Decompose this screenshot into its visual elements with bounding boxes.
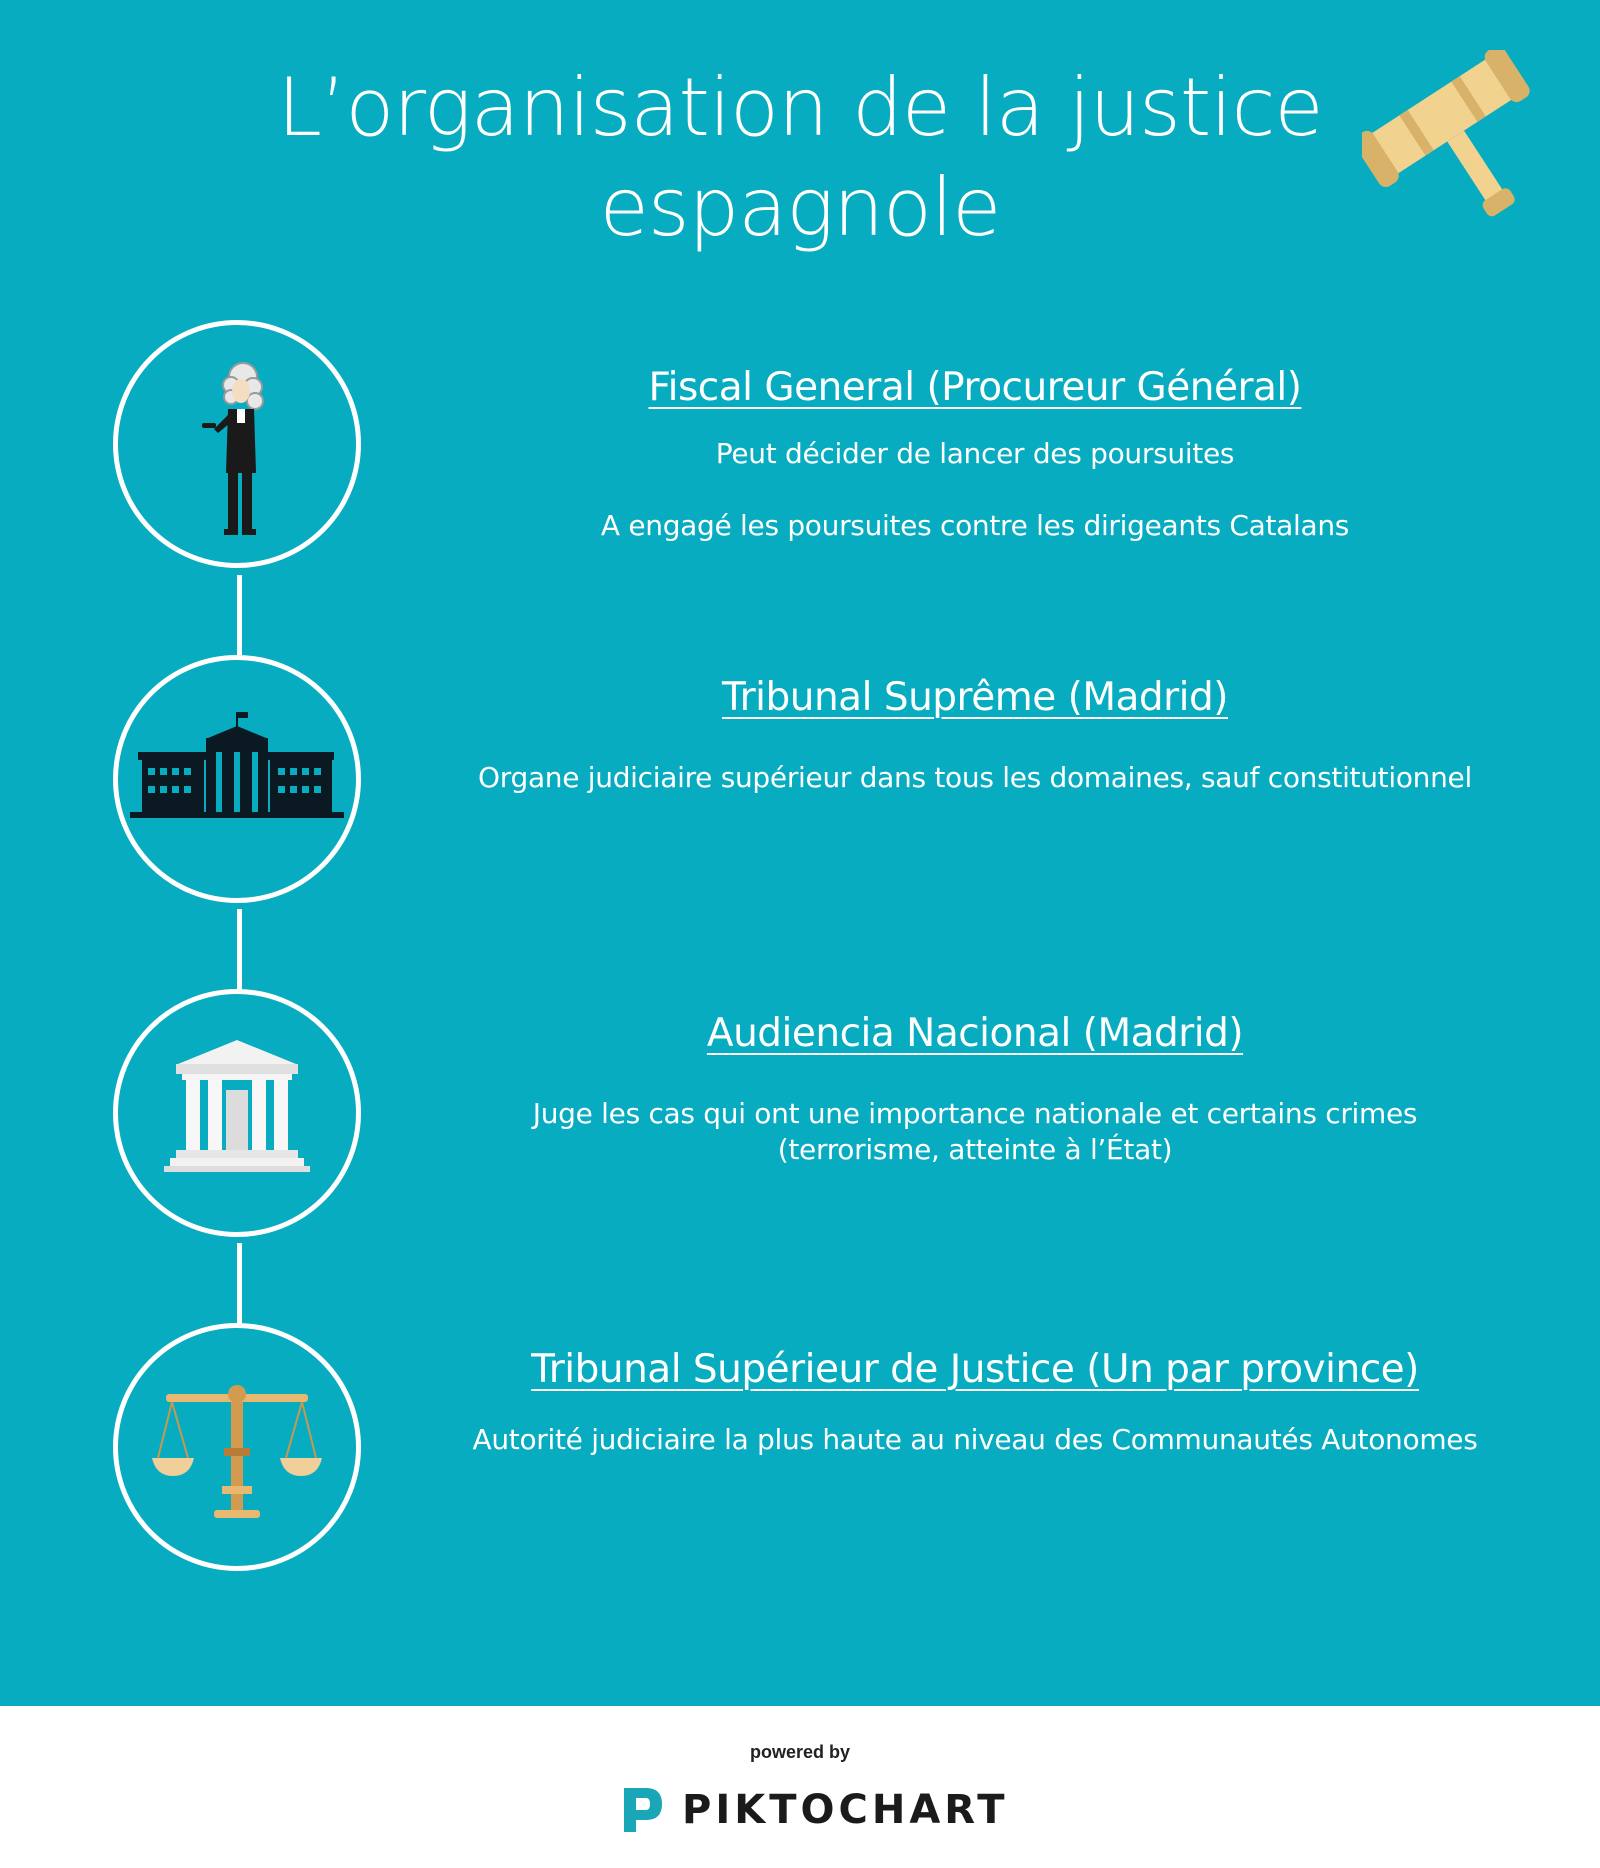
page-title-line-2: espagnole	[599, 161, 1001, 254]
gavel-icon	[1362, 50, 1572, 225]
supreme-court-circle	[113, 655, 361, 903]
timeline-connector	[237, 909, 242, 994]
national-court-circle	[113, 989, 361, 1237]
entry-description: (terrorisme, atteinte à l’État)	[777, 1133, 1173, 1166]
entry-tribunal-superieur	[420, 1346, 1530, 1458]
brand-link[interactable]	[618, 1782, 1009, 1838]
brand-name: PIKTOCHART	[682, 1787, 1009, 1833]
high-court-circle	[113, 1323, 361, 1571]
government-building-icon	[118, 660, 356, 898]
timeline-connector	[237, 1243, 242, 1328]
entry-description: Autorité judiciaire la plus haute au niveau des Communautés Autonomes	[472, 1423, 1478, 1456]
footer	[0, 1706, 1600, 1868]
entry-description: A engagé les poursuites contre les dirigeants Catalans	[600, 509, 1350, 542]
prosecutor-circle	[113, 320, 361, 568]
page-title-line-1: L’organisation de la justice	[277, 61, 1323, 154]
timeline-connector	[237, 575, 242, 655]
prosecutor-figure-icon	[118, 325, 356, 563]
entry-heading: Audiencia Nacional (Madrid)	[706, 1011, 1244, 1056]
entry-description: Organe judiciaire supérieur dans tous les domaines, sauf constitutionnel	[478, 761, 1472, 794]
piktochart-logo-icon	[618, 1784, 666, 1836]
entry-heading: Tribunal Supérieur de Justice (Un par province)	[531, 1347, 1419, 1392]
justice-scales-icon	[118, 1328, 356, 1566]
entry-heading: Tribunal Suprême (Madrid)	[722, 675, 1228, 720]
entry-tribunal-supreme	[420, 674, 1530, 796]
powered-by-label: powered by	[749, 1742, 851, 1762]
entry-fiscal-general	[420, 364, 1530, 544]
entry-description: Juge les cas qui ont une importance nationale et certains crimes	[532, 1097, 1418, 1130]
page-title	[150, 58, 1450, 258]
entry-description: Peut décider de lancer des poursuites	[715, 437, 1235, 470]
courthouse-icon	[118, 994, 356, 1232]
entry-heading: Fiscal General (Procureur Général)	[648, 365, 1302, 410]
entry-audiencia-nacional	[420, 1010, 1530, 1168]
